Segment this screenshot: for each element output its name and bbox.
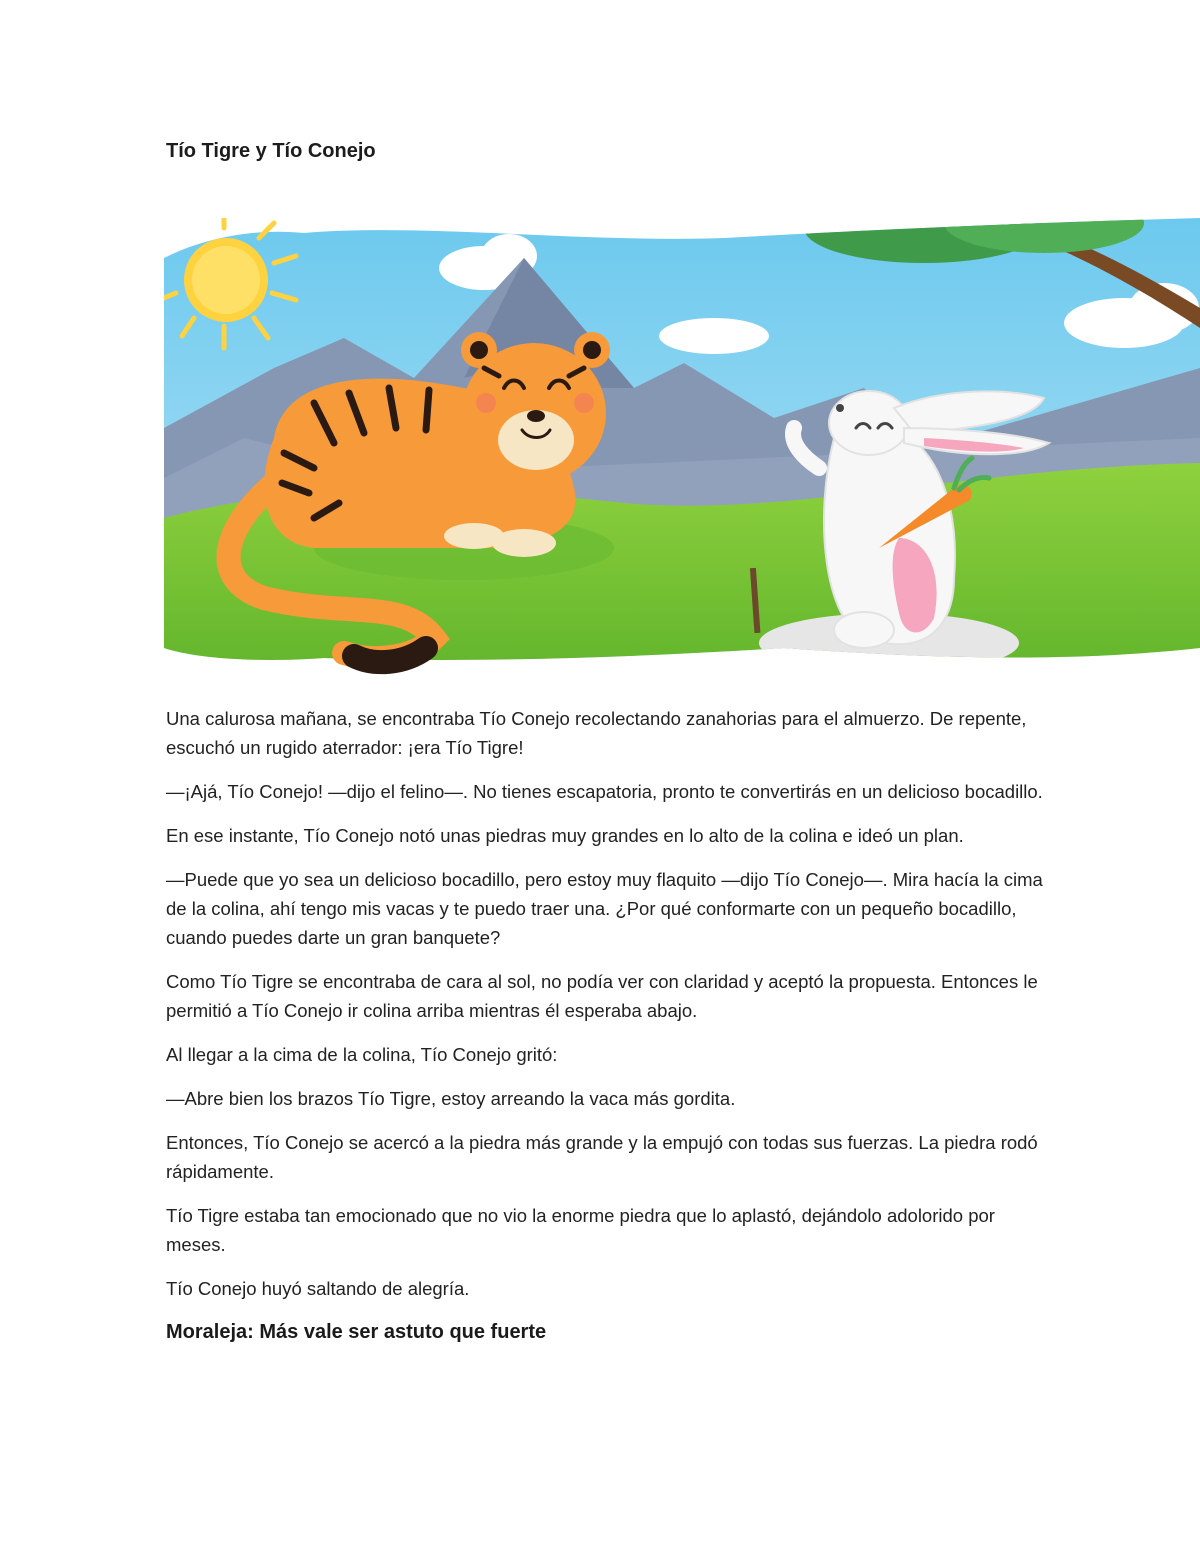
paragraph: —Puede que yo sea un delicioso bocadillo, pero estoy muy flaquito —dijo Tío Conejo—. Mira hacía la cima de la colina, ahí tengo mis vacas y te puedo traer una. ¿Por qué conformarte con un pequeño bocadillo, cuando puedes darte un gran banquete?: [166, 869, 1043, 948]
story-illustration: [164, 218, 1200, 688]
paragraph: Entonces, Tío Conejo se acercó a la piedra más grande y la empujó con todas sus fuerzas. La piedra rodó rápidamente.: [166, 1132, 1038, 1182]
paragraph: —¡Ajá, Tío Conejo! —dijo el felino—. No tienes escapatoria, pronto te convertirás en un delicioso bocadillo.: [166, 781, 1043, 802]
paragraph: Una calurosa mañana, se encontraba Tío Conejo recolectando zanahorias para el almuerzo. De repente, escuchó un rugido aterrador: ¡era Tío Tigre!: [166, 708, 1027, 758]
paragraph: Al llegar a la cima de la colina, Tío Conejo gritó:: [166, 1044, 558, 1065]
paragraph: Tío Conejo huyó saltando de alegría.: [166, 1278, 470, 1299]
paragraph: Tío Tigre estaba tan emocionado que no vio la enorme piedra que lo aplastó, dejándolo adolorido por meses.: [166, 1205, 995, 1255]
document-title: Tío Tigre y Tío Conejo: [166, 140, 376, 162]
paragraph: —Abre bien los brazos Tío Tigre, estoy arreando la vaca más gordita.: [166, 1088, 736, 1109]
paragraph: En ese instante, Tío Conejo notó unas piedras muy grandes en lo alto de la colina e ideó un plan.: [166, 825, 964, 846]
story-body: [166, 704, 1046, 1362]
moral-heading: Moraleja: Más vale ser astuto que fuerte: [166, 1321, 547, 1343]
paragraph: Como Tío Tigre se encontraba de cara al sol, no podía ver con claridad y aceptó la propuesta. Entonces le permitió a Tío Conejo ir colina arriba mientras él esperaba abajo.: [166, 971, 1038, 1021]
